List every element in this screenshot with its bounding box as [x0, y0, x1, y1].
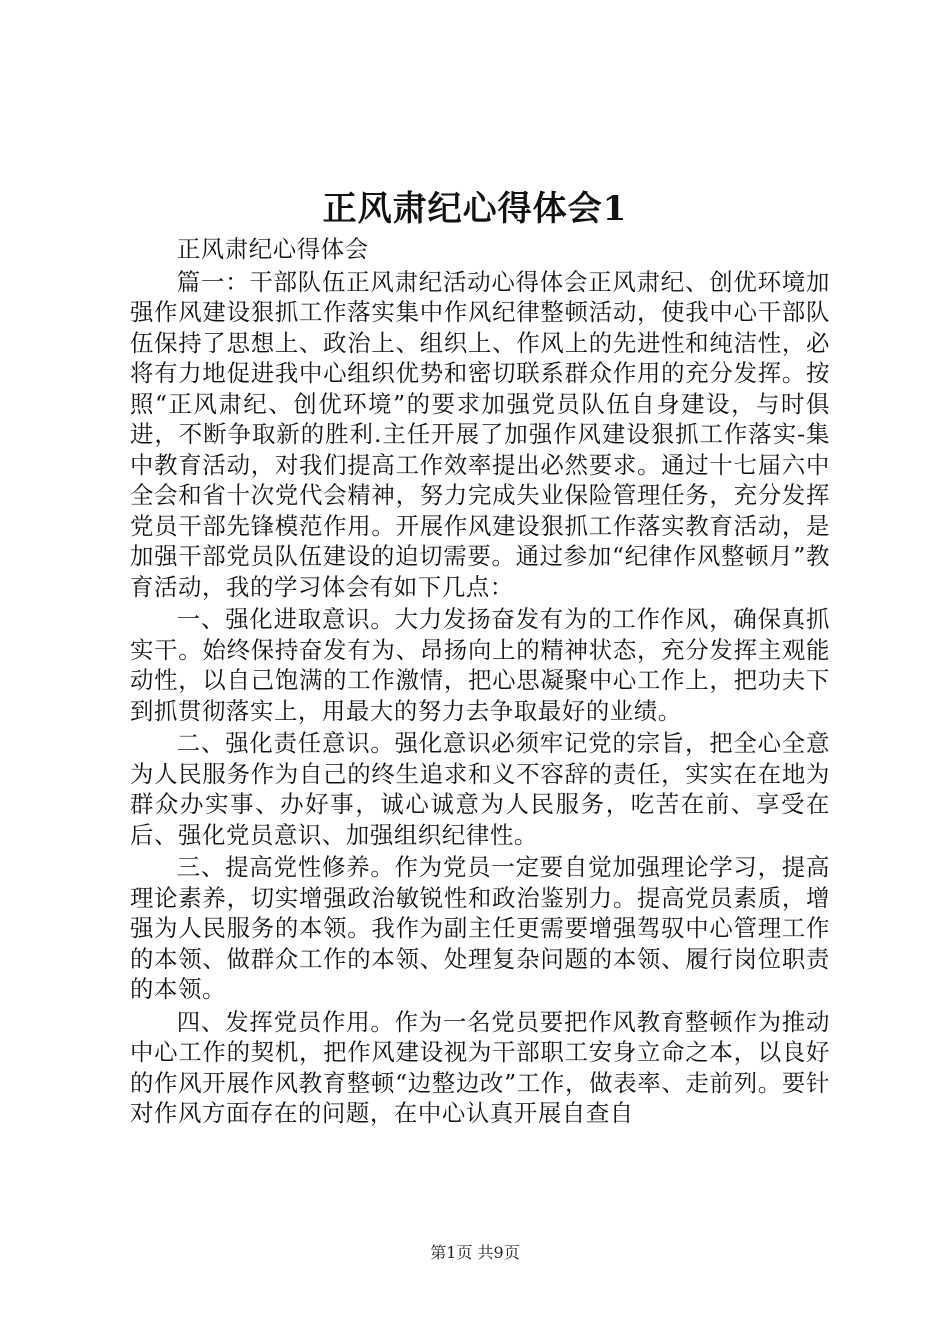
document-title: 正风肃纪心得体会1 — [322, 189, 628, 229]
point-four-paragraph: 四、发挥党员作用。作为一名党员要把作风教育整顿作为推动中心工作的契机，把作风建设视为干部职工安身立命之本，以良好的作风开展作风教育整顿“边整边改”工作，做表率、走前列。要针对作风方面存在的问题，在中心认真开展自查自 — [130, 1007, 830, 1127]
point-two-paragraph: 二、强化责任意识。强化意识必须牢记党的宗旨，把全心全意为人民服务作为自己的终生追求和义不容辞的责任，实实在在地为群众办实事、办好事，诚心诚意为人民服务，吃苦在前、享受在后、强化党员意识、加强组织纪律性。 — [130, 729, 830, 849]
point-three-paragraph: 三、提高党性修养。作为党员一定要自觉加强理论学习，提高理论素养，切实增强政治敏锐性和政治鉴别力。提高党员素质，增强为人民服务的本领。我作为副主任更需要增强驾驭中心管理工作的本领、做群众工作的本领、处理复杂问题的本领、履行岗位职责的本领。 — [130, 853, 830, 1003]
page-number-footer: 第1页 共9页 — [430, 1243, 520, 1262]
point-one-paragraph: 一、强化进取意识。大力发扬奋发有为的工作作风，确保真抓实干。始终保持奋发有为、昂扬向上的精神状态，充分发挥主观能动性，以自己饱满的工作激情，把心思凝聚中心工作上，把功夫下到抓贯彻落实上，用最大的努力去争取最好的业绩。 — [130, 605, 830, 725]
document-body — [130, 234, 830, 1131]
subtitle-paragraph: 正风肃纪心得体会 — [176, 235, 369, 263]
intro-paragraph: 篇一：干部队伍正风肃纪活动心得体会正风肃纪、创优环境加强作风建设狠抓工作落实集中作风纪律整顿活动，使我中心干部队伍保持了思想上、政治上、组织上、作风上的先进性和纯洁性，必将有力地促进我中心组织优势和密切联系群众作用的充分发挥。按照“正风肃纪、创优环境”的要求加强党员队伍自身建设，与时俱进，不断争取新的胜利.主任开展了加强作风建设狠抓工作落实-集中教育活动，对我们提高工作效率提出必然要求。通过十七届六中全会和省十次党代会精神，努力完成失业保险管理任务，充分发挥党员干部先锋模范作用。开展作风建设狠抓工作落实教育活动，是加强干部党员队伍建设的迫切需要。通过参加“纪律作风整顿月”教育活动，我的学习体会有如下几点： — [130, 267, 830, 601]
